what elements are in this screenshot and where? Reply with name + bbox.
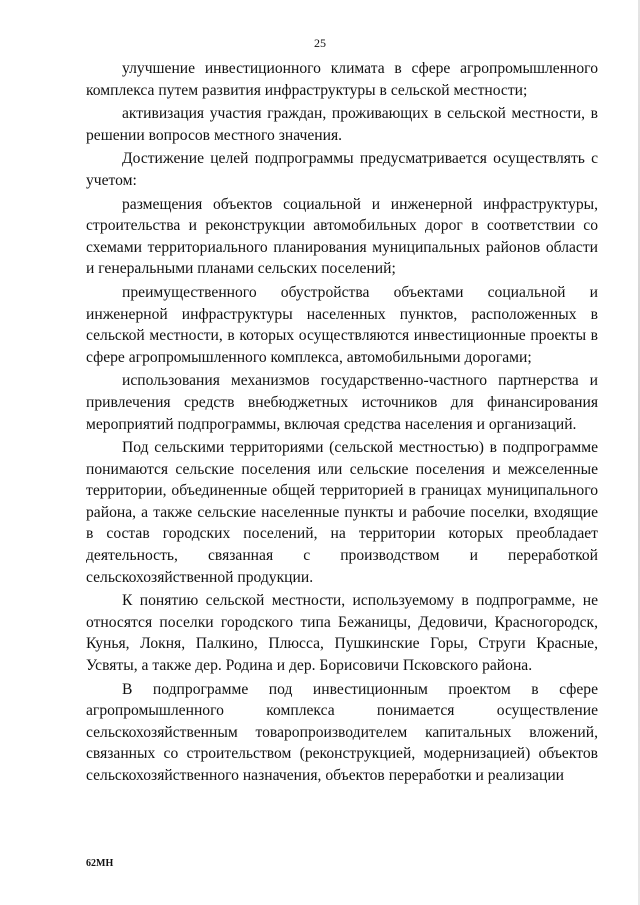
footer-code: 62МН — [86, 858, 114, 869]
paragraph-public-private-partnership: использования механизмов государственно-частного партнерства и привлечения средств внебюджетных источников для финансирования мероприятий подпрограммы, включая средства населения и организаций. — [86, 372, 598, 433]
document-body — [86, 58, 598, 789]
paragraph-infrastructure-placement: размещения объектов социальной и инженерной инфраструктуры, строительства и реконструкции автомобильных дорог в соответствии со схемами территориального планирования муниципальных районов области и генеральными планами сельских поселений; — [86, 195, 598, 278]
paragraph-rural-territories-definition: Под сельскими территориями (сельской местностью) в подпрограмме понимаются сельские поселения или сельские поселения и межселенные территории, объединенные общей территорией в границах муниципального района, а также сельские населенные пункты и рабочие поселки, входящие в состав городских поселений, на территории которых преобладает деятельность, связанная с производством и переработкой сельскохозяйственной продукции. — [86, 439, 598, 586]
paragraph-citizen-participation: активизация участия граждан, проживающих в сельской местности, в решении вопросов местного значения. — [86, 105, 598, 144]
paragraph-investment-climate: улучшение инвестиционного климата в сфере агропромышленного комплекса путем развития инфраструктуры в сельской местности; — [86, 60, 598, 99]
paragraph-priority-development: преимущественного обустройства объектами социальной и инженерной инфраструктуры населенных пунктов, расположенных в сельской местности, в которых осуществляются инвестиционные проекты в сфере агропромышленного комплекса, автомобильными дорогами; — [86, 283, 598, 366]
paragraph-goals-intro: Достижение целей подпрограммы предусматривается осуществлять с учетом: — [86, 150, 598, 189]
paragraph-investment-project-definition: В подпрограмме под инвестиционным проектом в сфере агропромышленного комплекса понимается осуществление сельскохозяйственным товаропроизводителем капитальных вложений, связанных со строительством (реконструкцией, модернизацией) объектов сельскохозяйственного назначения, объектов переработки и реализации — [86, 680, 598, 784]
paragraph-rural-exclusions: К понятию сельской местности, используемому в подпрограмме, не относятся поселки городского типа Бежаницы, Дедовичи, Красногородск, Кунья, Локня, Палкино, Плюсса, Пушкинские Горы, Струги Красные, Усвяты, а также дер. Родина и дер. Борисовичи Псковского района. — [86, 592, 598, 675]
page-number: 25 — [314, 36, 326, 50]
